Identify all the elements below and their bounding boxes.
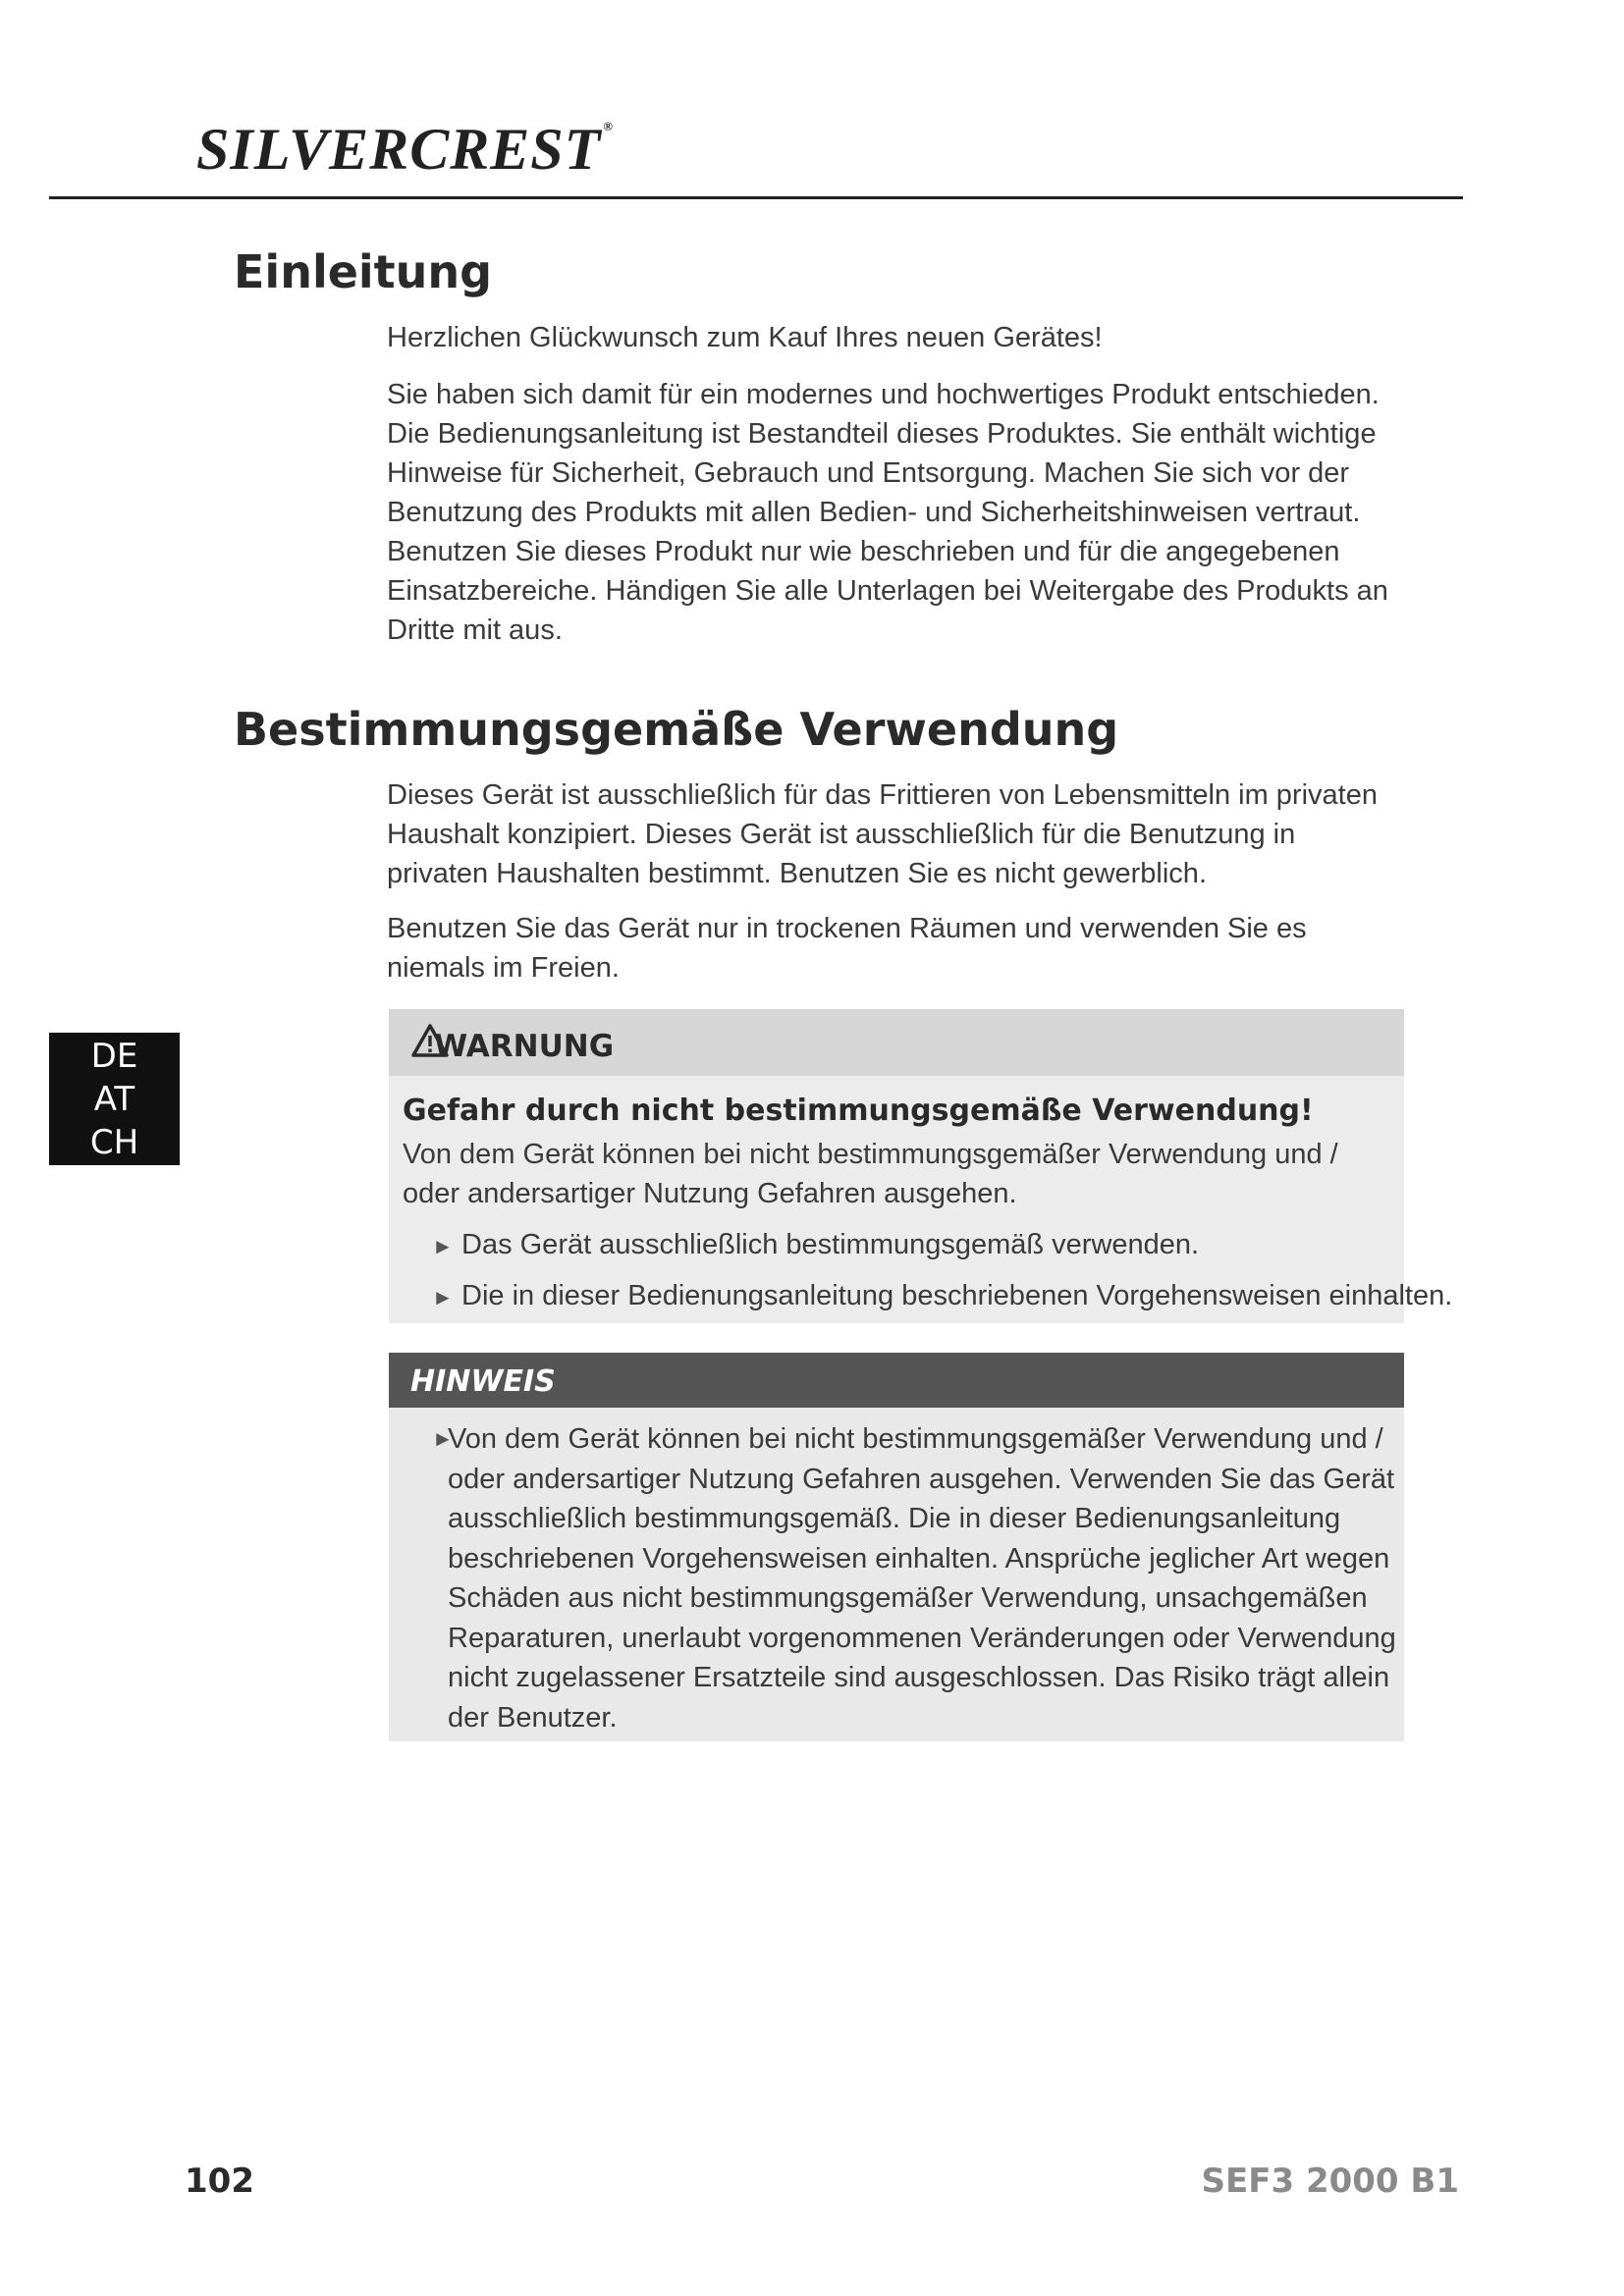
arrow-right-icon: ► (432, 1234, 454, 1258)
lang-at: AT (93, 1080, 135, 1119)
warning-bullet-2-text: Die in dieser Bedienungsanleitung beschriebenen Vorgehensweisen einhalten. (461, 1280, 1453, 1311)
warning-bullet-2 (432, 1276, 1452, 1317)
usage-paragraph-1: Dieses Gerät ist ausschließlich für das Frittieren von Lebensmitteln im privaten Haushalt konzipiert. Dieses Gerät ist ausschließlich für die Benutzung in privaten Haushalten bestimmt. Benutzen Sie es nicht gewerblich. (387, 779, 1378, 889)
page-number: 102 (185, 2162, 254, 2201)
warning-header (389, 1009, 1404, 1076)
lang-ch: CH (89, 1123, 139, 1162)
note-title: HINWEIS (410, 1364, 556, 1399)
warning-box (389, 1009, 1453, 1323)
intro-paragraph-1: Herzlichen Glückwunsch zum Kauf Ihres neuen Gerätes! (387, 322, 1103, 353)
brand-logo (196, 117, 614, 182)
lang-de: DE (90, 1037, 138, 1076)
logo-second-word: CREST (409, 117, 602, 182)
header-rule (49, 196, 1463, 199)
note-header (389, 1353, 1404, 1408)
warning-subtitle: Gefahr durch nicht bestimmungsgemäße Verwendung! (403, 1094, 1314, 1128)
language-tab (49, 1033, 180, 1165)
usage-paragraph-2: Benutzen Sie das Gerät nur in trockenen Räumen und verwenden Sie es niemals im Freien. (387, 913, 1307, 984)
model-number: SEF3 2000 B1 (1201, 2162, 1459, 2201)
section-title-einleitung: Einleitung (234, 245, 493, 298)
registered-mark: ® (603, 119, 614, 133)
warning-bullet-1-text: Das Gerät ausschließlich bestimmungsgemäß verwenden. (461, 1229, 1200, 1260)
warning-text: Von dem Gerät können bei nicht bestimmungsgemäßer Verwendung und / oder andersartiger Nutzung Gefahren ausgehen. (403, 1139, 1338, 1209)
note-text: Von dem Gerät können bei nicht bestimmungsgemäßer Verwendung und / oder andersartiger Nutzung Gefahren ausgehen. Verwenden Sie das Gerät ausschließlich bestimmungsgemäß. Die in dieser Bedienungsanleitung beschriebenen Vorgehensweisen einhalten. Ansprüche jeglicher Art wegen Schäden aus nicht bestimmungsgemäßer Verwendung, unsachgemäßen Reparaturen, unerlaubt vorgenommenen Veränderungen oder Verwendung nicht zugelassener Ersatzteile sind ausgeschlossen. Das Risiko trägt allein der Benutzer. (448, 1423, 1396, 1734)
arrow-right-icon: ► (432, 1426, 454, 1451)
arrow-right-icon: ► (432, 1285, 454, 1309)
warning-bullet-1 (432, 1225, 1199, 1266)
section-title-verwendung: Bestimmungsgemäße Verwendung (234, 703, 1119, 756)
warning-title: WARNUNG (434, 1029, 615, 1064)
note-box (389, 1353, 1404, 1741)
logo-first-word: SILVER (196, 117, 410, 182)
intro-paragraph-2: Sie haben sich damit für ein modernes und hochwertiges Produkt entschieden. Die Bedienungsanleitung ist Bestandteil dieses Produktes. Sie enthält wichtige Hinweise für Sicherheit, Gebrauch und Entsorgung. Machen Sie sich vor der Benutzung des Produkts mit allen Bedien- und Sicherheitshinweisen vertraut. Benutzen Sie dieses Produkt nur wie beschrieben und für die angegebenen Einsatzbereiche. Händigen Sie alle Unterlagen bei Weitergabe des Produkts an Dritte mit aus. (387, 379, 1388, 646)
